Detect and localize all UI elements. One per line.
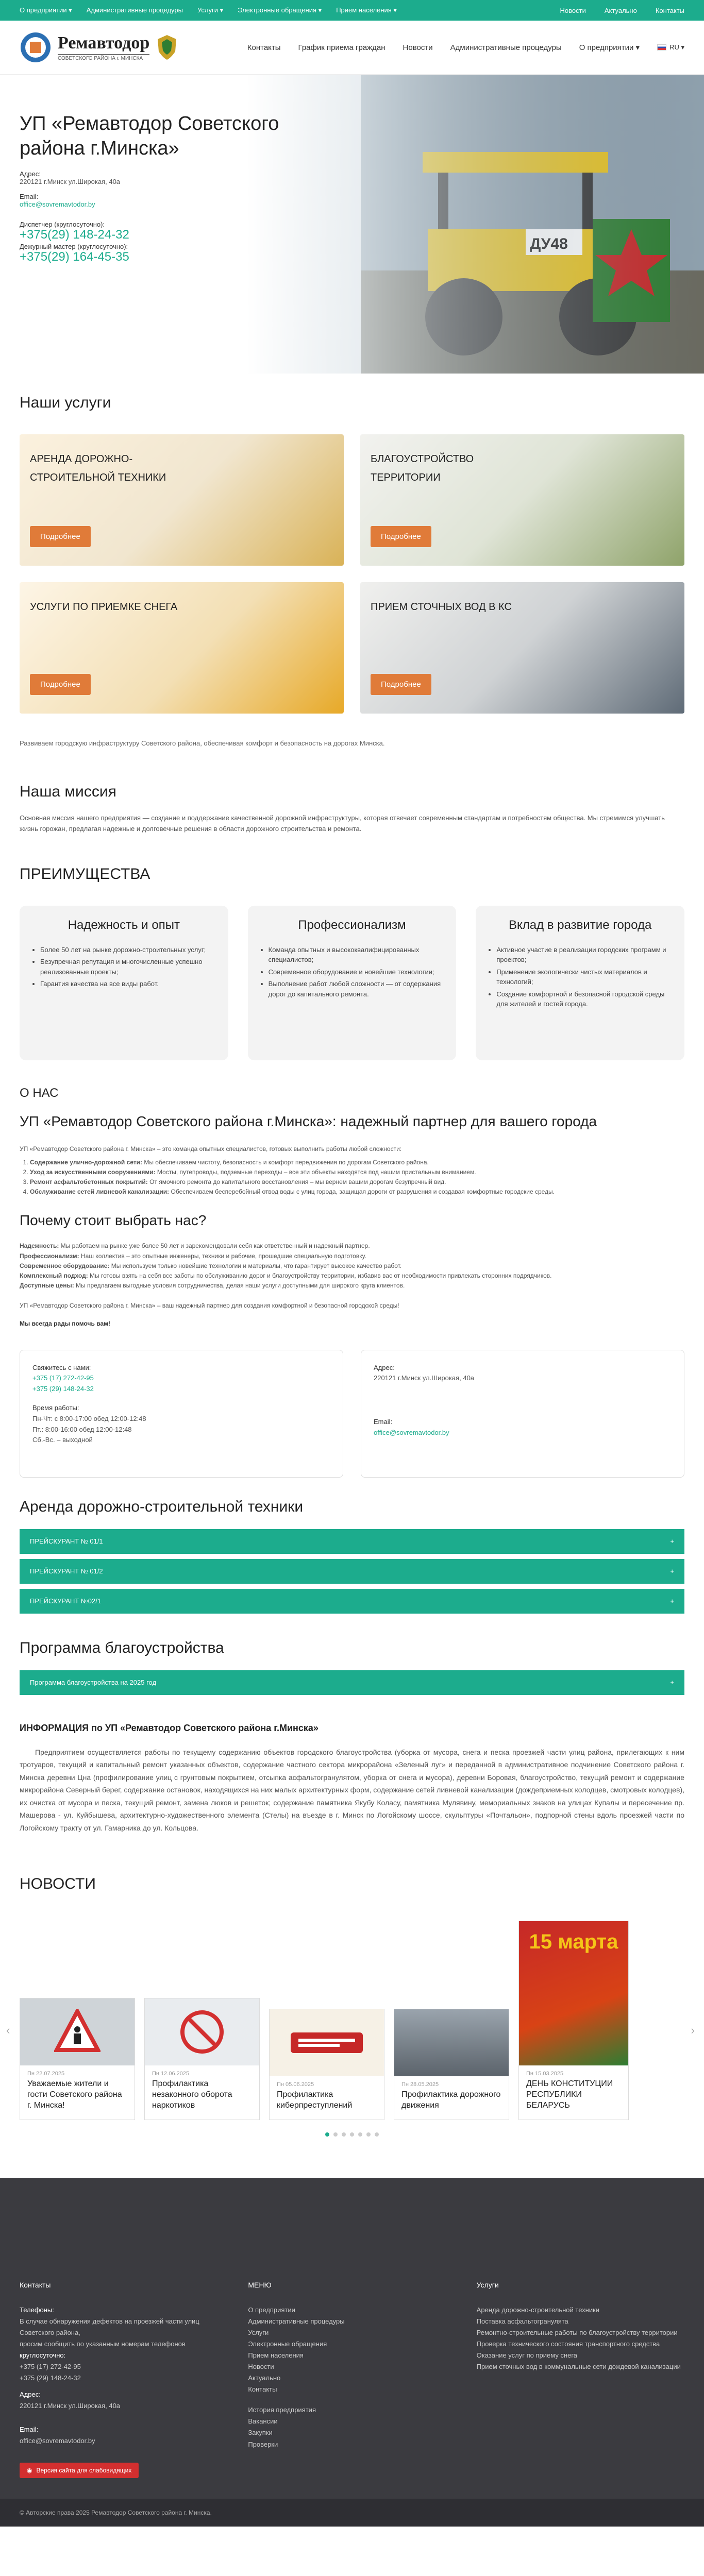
why-item-text: Мы готовы взять на себя все заботы по обслуживанию дорог и благоустройству территории, избавив вас от необходимости привлекать сторонних подрядчиков.: [88, 1272, 552, 1279]
footer-menu-title: МЕНЮ: [248, 2280, 272, 2289]
footer-services: [477, 2281, 684, 2478]
advantages-grid: [20, 906, 684, 1060]
hero-title: УП «Ремавтодор Советского района г.Минска»: [20, 113, 279, 159]
hero-email[interactable]: office@sovremavtodor.by: [20, 200, 95, 208]
footer-service-item[interactable]: Аренда дорожно-строительной техники: [476, 2306, 600, 2314]
top-menu-item[interactable]: Электронные обращения ▾: [238, 6, 322, 14]
contacts-hours: Пн-Чт: с 8:00-17:00 обед 12:00-12:48: [32, 1414, 146, 1422]
news-card-title: ДЕНЬ КОНСТИТУЦИИ РЕСПУБЛИКИ БЕЛАРУСЬ: [526, 2079, 613, 2110]
footer-menu-item[interactable]: Услуги: [248, 2328, 269, 2336]
footer-columns: [20, 2281, 684, 2478]
copyright: © Авторские права 2025 Ремавтодор Советского района г. Минска.: [20, 2509, 212, 2516]
info-text: Предприятием осуществляется работы по текущему содержанию объектов городского благоустройства (уборка от мусора, снега и песка проезжей части улиц района, прилегающих к ним тротуаров, текущий и капитальный ремонт указанных объектов, содержание частного сектора микрорайона «Зеленый луг» и переданной в административное подчинение Советского района г. Минска деревни Цна (профилирование улиц с грунтовым покрытием, отсыпка асфальтогранулятом, уборка от снега и мусора), деревни Боровая, благоустройство, текущий ремонт и содержание микрорайона Северный берег, содержание остановок, находящихся на них малых архитектурных форм, содержание сетей ливневой канализации (дождеприемных колодцев, смотровых колодцев), их очистка от мусора и песка, текущий ремонт, замена люков и решеток; содержание памятника Якубу Коласу, памятника Мулявину, мемориальных знаков на улицах Купалы и пересечение пр. Машерова - ул. Куйбышева, архитектурно-художественного элемента (Стелы) на въезде в г. Минск по Логойскому шоссе, скульптуры «Почтальон», подпорной стены вдоль проезжей части по Логойскому тракту от ул. Гамарника до ул. Кольцова.: [20, 1748, 684, 1832]
advantage-item: • Гарантия качества на все виды работ.: [40, 979, 218, 989]
top-menu: [20, 6, 397, 14]
why-item: [20, 1271, 684, 1281]
contacts-grid: [20, 1350, 684, 1478]
top-menu-item[interactable]: Прием населения ▾: [336, 6, 397, 14]
about-item: [30, 1187, 684, 1197]
main-nav: [0, 21, 704, 75]
hero-email-label: Email:: [20, 193, 39, 200]
top-menu-item[interactable]: О предприятии ▾: [20, 6, 72, 14]
advantage-title: Профессионализм: [298, 918, 406, 932]
nav-item-contacts[interactable]: Контакты: [247, 43, 281, 52]
hero-duty-label: Дежурный мастер (круглосуточно):: [20, 243, 128, 251]
why-item-text: Мы предлагаем выгодные условия сотрудничества, делая наши услуги доступными для широкого круга клиентов.: [74, 1282, 405, 1290]
top-menu-item[interactable]: Административные процедуры: [86, 6, 183, 14]
program-section: [0, 1619, 704, 1695]
flag-ru-icon: [657, 44, 666, 50]
language-selector[interactable]: [657, 43, 684, 52]
footer-phone[interactable]: +375 (17) 272-42-95: [20, 2363, 81, 2370]
footer-contacts-item: Адрес:: [20, 2391, 41, 2399]
service-card-title: АРЕНДА ДОРОЖНО-СТРОИТЕЛЬНОЙ ТЕХНИКИ: [30, 453, 166, 483]
news-card-title: Профилактика незаконного оборота наркотиков: [152, 2079, 232, 2110]
footer-menu-item[interactable]: Электронные обращения: [248, 2340, 327, 2348]
contacts-email[interactable]: office@sovremavtodor.by: [374, 1429, 449, 1437]
news-title: НОВОСТИ: [20, 1875, 96, 1893]
contacts-box-left: [20, 1350, 343, 1478]
why-help: Мы всегда рады помочь вам!: [20, 1320, 110, 1328]
news-image: [519, 1921, 628, 2065]
service-card-title: УСЛУГИ ПО ПРИЕМКЕ СНЕГА: [30, 601, 178, 613]
logo-subtitle: СОВЕТСКОГО РАЙОНА г. МИНСКА: [58, 54, 149, 61]
carousel-dot[interactable]: [350, 2132, 354, 2137]
footer-menu-item[interactable]: Новости: [248, 2363, 274, 2370]
service-card[interactable]: [360, 434, 684, 566]
why-item: [20, 1281, 684, 1291]
info-section: [0, 1700, 704, 1835]
service-card[interactable]: [20, 434, 344, 566]
service-more-button[interactable]: Подробнее: [30, 526, 91, 547]
news-card[interactable]: [518, 1921, 629, 2120]
why-item-title: Комплексный подход:: [20, 1272, 88, 1279]
news-card[interactable]: [20, 1998, 135, 2120]
about-item-title: Обслуживание сетей ливневой канализации:: [30, 1188, 170, 1196]
roadwork-sign-icon: [54, 2009, 100, 2055]
footer-service-item[interactable]: Поставка асфальтогранулята: [476, 2317, 568, 2325]
carousel-dot[interactable]: [333, 2132, 338, 2137]
news-track: [20, 1921, 684, 2120]
contacts-title: Свяжитесь с нами:: [32, 1363, 91, 1371]
contacts-hours: Сб.-Вс. – выходной: [32, 1436, 93, 1444]
about-item-title: Уход за искусственными сооружениями:: [30, 1168, 156, 1176]
advantage-item: • Выполнение работ любой сложности — от содержания дорог до капитального ремонта.: [269, 979, 446, 999]
footer-menu-item[interactable]: Проверки: [248, 2440, 278, 2448]
footer-email[interactable]: office@sovremavtodor.by: [20, 2437, 95, 2445]
footer-menu-item[interactable]: Закупки: [248, 2429, 273, 2437]
news-date: Пн 22.07.2025: [27, 2071, 65, 2077]
contacts-section: [0, 1350, 704, 1478]
about-item: [30, 1158, 684, 1167]
contacts-phone[interactable]: +375 (29) 148-24-32: [32, 1385, 94, 1393]
carousel-dot[interactable]: [366, 2132, 371, 2137]
why-item-title: Профессионализм:: [20, 1252, 79, 1260]
advantage-item: • Применение экологически чистых материалов и технологий;: [496, 967, 674, 987]
why-list: [20, 1241, 684, 1291]
about-list: [30, 1158, 684, 1197]
service-more-button[interactable]: Подробнее: [30, 674, 91, 695]
services-title: Наши услуги: [20, 394, 111, 411]
price-list-accordion[interactable]: [20, 1589, 684, 1614]
nav-item-procedures[interactable]: Административные процедуры: [450, 43, 562, 52]
news-image-caption: 15 марта: [529, 1930, 618, 1954]
footer-menu-item[interactable]: Контакты: [248, 2385, 277, 2394]
news-card-title: Профилактика киберпреступлений: [277, 2090, 353, 2110]
accordion-label: ПРЕЙСКУРАНТ №02/1: [30, 1597, 102, 1605]
about-section: [0, 1060, 704, 1329]
hero-address: 220121 г.Минск ул.Широкая, 40а: [20, 178, 121, 185]
carousel-dots: [20, 2132, 684, 2137]
language-label: RU ▾: [669, 43, 684, 51]
why-item-title: Надежность:: [20, 1242, 59, 1250]
program-title: Программа благоустройства: [20, 1639, 224, 1656]
rental-title: Аренда дорожно-строительной техники: [20, 1498, 304, 1515]
advantage-item: • Безупречная репутация и многочисленные успешно реализованные проекты;: [40, 957, 218, 977]
footer-service-item[interactable]: Оказание услуг по приему снега: [476, 2351, 578, 2359]
news-card-title: Профилактика дорожного движения: [401, 2090, 501, 2110]
about-item: [30, 1177, 684, 1187]
logo-title: Ремавтодор: [58, 33, 150, 53]
footer-contacts-title: Контакты: [20, 2280, 51, 2289]
nav-item-schedule[interactable]: График приема граждан: [298, 43, 385, 52]
news-card[interactable]: [394, 2009, 509, 2120]
advantage-title: Вклад в развитие города: [509, 918, 652, 932]
footer-services-title: Услуги: [476, 2280, 499, 2289]
hero-dispatcher-label: Диспетчер (круглосуточно):: [20, 221, 105, 228]
why-title: Почему стоит выбрать нас?: [20, 1212, 207, 1229]
advantage-box: [248, 906, 457, 1060]
top-menu-item[interactable]: Новости: [560, 6, 586, 14]
services-grid: [20, 434, 684, 714]
mission-section: [0, 747, 704, 835]
about-item-title: Ремонт асфальтобетонных покрытий:: [30, 1178, 148, 1185]
news-date: Пн 12.06.2025: [152, 2071, 190, 2077]
carousel-dot[interactable]: [358, 2132, 362, 2137]
cyber-security-icon: [288, 2027, 365, 2058]
advantage-item: • Создание комфортной и безопасной городской среды для жителей и гостей города.: [496, 989, 674, 1009]
why-item-title: Доступные цены:: [20, 1282, 74, 1290]
footer-service-item[interactable]: Проверка технического состояния транспортного средства: [476, 2340, 660, 2348]
accordion-label: Программа благоустройства на 2025 год: [30, 1679, 157, 1687]
accordion-label: ПРЕЙСКУРАНТ № 01/1: [30, 1537, 103, 1546]
news-carousel: [6, 1921, 695, 2120]
top-menu-item[interactable]: Контакты: [655, 6, 684, 14]
why-closing: УП «Ремавтодор Советского района г. Минска» – ваш надежный партнер для создания комфортной и безопасной городской среды!: [20, 1302, 399, 1310]
news-image: [270, 2009, 384, 2076]
news-card-title: Уважаемые жители и гости Советского района г. Минска!: [27, 2079, 122, 2110]
contacts-hours-title: Время работы:: [32, 1404, 79, 1412]
why-item-text: Мы работаем на рынке уже более 50 лет и зарекомендовали себя как ответственный и надежный партнер.: [59, 1242, 370, 1250]
advantage-item: • Активное участие в реализации городских программ и проектов;: [496, 945, 674, 965]
why-item-text: Наш коллектив – это опытные инженеры, техники и рабочие, прошедшие специальную подготовку.: [79, 1252, 366, 1260]
program-accordion[interactable]: [20, 1670, 684, 1695]
advantage-title: Надежность и опыт: [68, 918, 180, 932]
mission-title: Наша миссия: [20, 783, 116, 800]
news-card[interactable]: [269, 2009, 384, 2120]
accordion-label: ПРЕЙСКУРАНТ № 01/2: [30, 1567, 103, 1575]
advantages-title: ПРЕИМУЩЕСТВА: [20, 865, 150, 883]
hero-address-label: Адрес:: [20, 170, 41, 178]
service-more-button[interactable]: Подробнее: [371, 674, 431, 695]
footer-contacts-item: В случае обнаружения дефектов на проезжей части улиц Советского района,: [20, 2317, 199, 2336]
about-label: О НАС: [20, 1086, 59, 1100]
plus-icon: +: [670, 1537, 674, 1546]
contacts-email-title: Email:: [374, 1418, 393, 1426]
nav-item-news[interactable]: Новости: [403, 43, 433, 52]
mission-text: Основная миссия нашего предприятия — создание и поддержание качественной дорожной инфраструктуры, которая отвечает современным стандартам и потребностям общества. Мы стремимся улучшать жизнь горожан, предлагая надежные и долговечные решения в области дорожного строительства и ремонта.: [20, 814, 665, 833]
news-image: [20, 1998, 135, 2065]
service-card[interactable]: [360, 582, 684, 714]
services-note: Развиваем городскую инфраструктуру Советского района, обеспечивая комфорт и безопасность на дорогах Минска.: [20, 739, 385, 747]
about-item-text: Обеспечиваем бесперебойный отвод воды с улиц города, защищая дороги от разрушения и создавая комфортные городские среды.: [169, 1188, 555, 1196]
footer-contacts-item: Телефоны:: [20, 2306, 54, 2314]
top-menu-item[interactable]: Услуги ▾: [197, 6, 224, 14]
footer: [0, 2178, 704, 2499]
footer-contacts-item: Email:: [20, 2426, 39, 2434]
footer-contacts-item: просим сообщить по указанным номерам телефонов: [20, 2340, 186, 2348]
service-card-title: ПРИЕМ СТОЧНЫХ ВОД В КС: [371, 601, 512, 613]
advantage-item: • Более 50 лет на рынке дорожно-строительных услуг;: [40, 945, 218, 955]
hero-dispatcher-phone[interactable]: +375(29) 148-24-32: [20, 228, 129, 242]
why-item-title: Современное оборудование:: [20, 1262, 110, 1269]
footer-menu-item[interactable]: Актуально: [248, 2374, 281, 2382]
advantage-item: • Команда опытных и высококвалифицированных специалистов;: [269, 945, 446, 965]
hero-section: [0, 75, 704, 374]
footer-menu-item[interactable]: Прием населения: [248, 2351, 304, 2359]
news-image: [394, 2009, 509, 2076]
carousel-dot[interactable]: [375, 2132, 379, 2137]
advantage-box: [476, 906, 684, 1060]
plus-icon: +: [670, 1567, 674, 1575]
news-date: Пн 15.03.2025: [526, 2071, 564, 2077]
footer-menu-item[interactable]: Вакансии: [248, 2417, 278, 2426]
rental-section: [0, 1478, 704, 1614]
service-card[interactable]: [20, 582, 344, 714]
hero-text: [20, 112, 329, 264]
about-title: УП «Ремавтодор Советского района г.Минска»: надежный партнер для вашего города: [20, 1113, 597, 1129]
chevron-left-icon[interactable]: ‹: [6, 2024, 10, 2037]
coat-of-arms-icon: [156, 34, 178, 61]
footer-address: 220121 г.Минск ул.Широкая, 40а: [20, 2402, 121, 2410]
logo-emblem-icon: [20, 31, 52, 63]
site-logo[interactable]: [20, 31, 178, 63]
footer-menu-item[interactable]: История предприятия: [248, 2406, 316, 2414]
news-section: [0, 1834, 704, 2136]
advantage-box: [20, 906, 228, 1060]
carousel-dot[interactable]: [325, 2132, 329, 2137]
plus-icon: +: [670, 1597, 674, 1605]
carousel-dot[interactable]: [342, 2132, 346, 2137]
contacts-address-title: Адрес:: [374, 1363, 395, 1371]
about-item-text: Мы обеспечиваем чистоту, безопасность и комфорт передвижения по дорогам Советского района.: [142, 1158, 429, 1166]
services-section: [0, 374, 704, 747]
contacts-phone[interactable]: +375 (17) 272-42-95: [32, 1374, 94, 1382]
advantages-section: [0, 835, 704, 1060]
hero-duty-phone[interactable]: +375(29) 164-45-35: [20, 250, 129, 264]
nav-item-about[interactable]: О предприятии ▾: [579, 43, 640, 52]
about-item-text: От ямочного ремонта до капитального восстановления – мы вернем вашим дорогам безупречный вид.: [147, 1178, 446, 1185]
no-drugs-icon: [179, 2009, 225, 2055]
why-item: [20, 1241, 684, 1251]
footer-contacts-item: круглосуточно:: [20, 2351, 66, 2359]
contacts-address: 220121 г.Минск ул.Широкая, 40а: [374, 1374, 475, 1382]
footer-bottom: [0, 2499, 704, 2527]
advantage-item: • Современное оборудование и новейшие технологии;: [269, 967, 446, 977]
why-item: [20, 1251, 684, 1261]
contacts-hours: Пт.: 8:00-16:00 обед 12:00-12:48: [32, 1425, 132, 1433]
footer-menu: [248, 2281, 456, 2478]
news-date: Пн 05.06.2025: [277, 2081, 314, 2088]
about-intro: УП «Ремавтодор Советского района г. Минска» – это команда опытных специалистов, готовых выполнить работы любой сложности:: [20, 1145, 402, 1153]
nav-menu: [247, 43, 684, 52]
news-image: [145, 1998, 259, 2065]
footer-phone[interactable]: +375 (29) 148-24-32: [20, 2374, 81, 2382]
footer-menu-item[interactable]: Административные процедуры: [248, 2317, 345, 2325]
eye-icon: ◉: [27, 2466, 32, 2474]
top-menu-item[interactable]: Актуально: [604, 6, 637, 14]
chevron-right-icon[interactable]: ›: [691, 2024, 695, 2037]
top-menu-right: [560, 7, 684, 14]
service-card-title: БЛАГОУСТРОЙСТВО ТЕРРИТОРИИ: [371, 453, 474, 483]
footer-menu-item[interactable]: О предприятии: [248, 2306, 295, 2314]
about-item: [30, 1167, 684, 1177]
plus-icon: +: [670, 1679, 674, 1687]
why-item-text: Мы используем только новейшие технологии и материалы, что гарантирует высокое качество работ.: [109, 1262, 402, 1269]
price-list-accordion[interactable]: [20, 1529, 684, 1554]
about-item-text: Мосты, путепроводы, подземные переходы – все эти объекты находятся под нашим пристальным вниманием.: [155, 1168, 476, 1176]
footer-contacts: [20, 2281, 227, 2478]
why-item: [20, 1261, 684, 1271]
about-item-title: Содержание улично-дорожной сети:: [30, 1158, 143, 1166]
contacts-box-right: [361, 1350, 684, 1478]
info-title: ИНФОРМАЦИЯ по УП «Ремавтодор Советского района г.Минска»: [20, 1722, 319, 1733]
footer-service-item[interactable]: Ремонтно-строительные работы по благоустройству территории: [476, 2328, 678, 2336]
service-more-button[interactable]: Подробнее: [371, 526, 431, 547]
top-bar: [0, 0, 704, 21]
news-date: Пн 28.05.2025: [401, 2081, 439, 2088]
accessibility-button[interactable]: [20, 2463, 139, 2478]
price-list-accordion[interactable]: [20, 1559, 684, 1584]
news-card[interactable]: [144, 1998, 260, 2120]
footer-service-item[interactable]: Прием сточных вод в коммунальные сети дождевой канализации: [476, 2363, 681, 2370]
accessibility-button-label: Версия сайта для слабовидящих: [36, 2466, 132, 2474]
